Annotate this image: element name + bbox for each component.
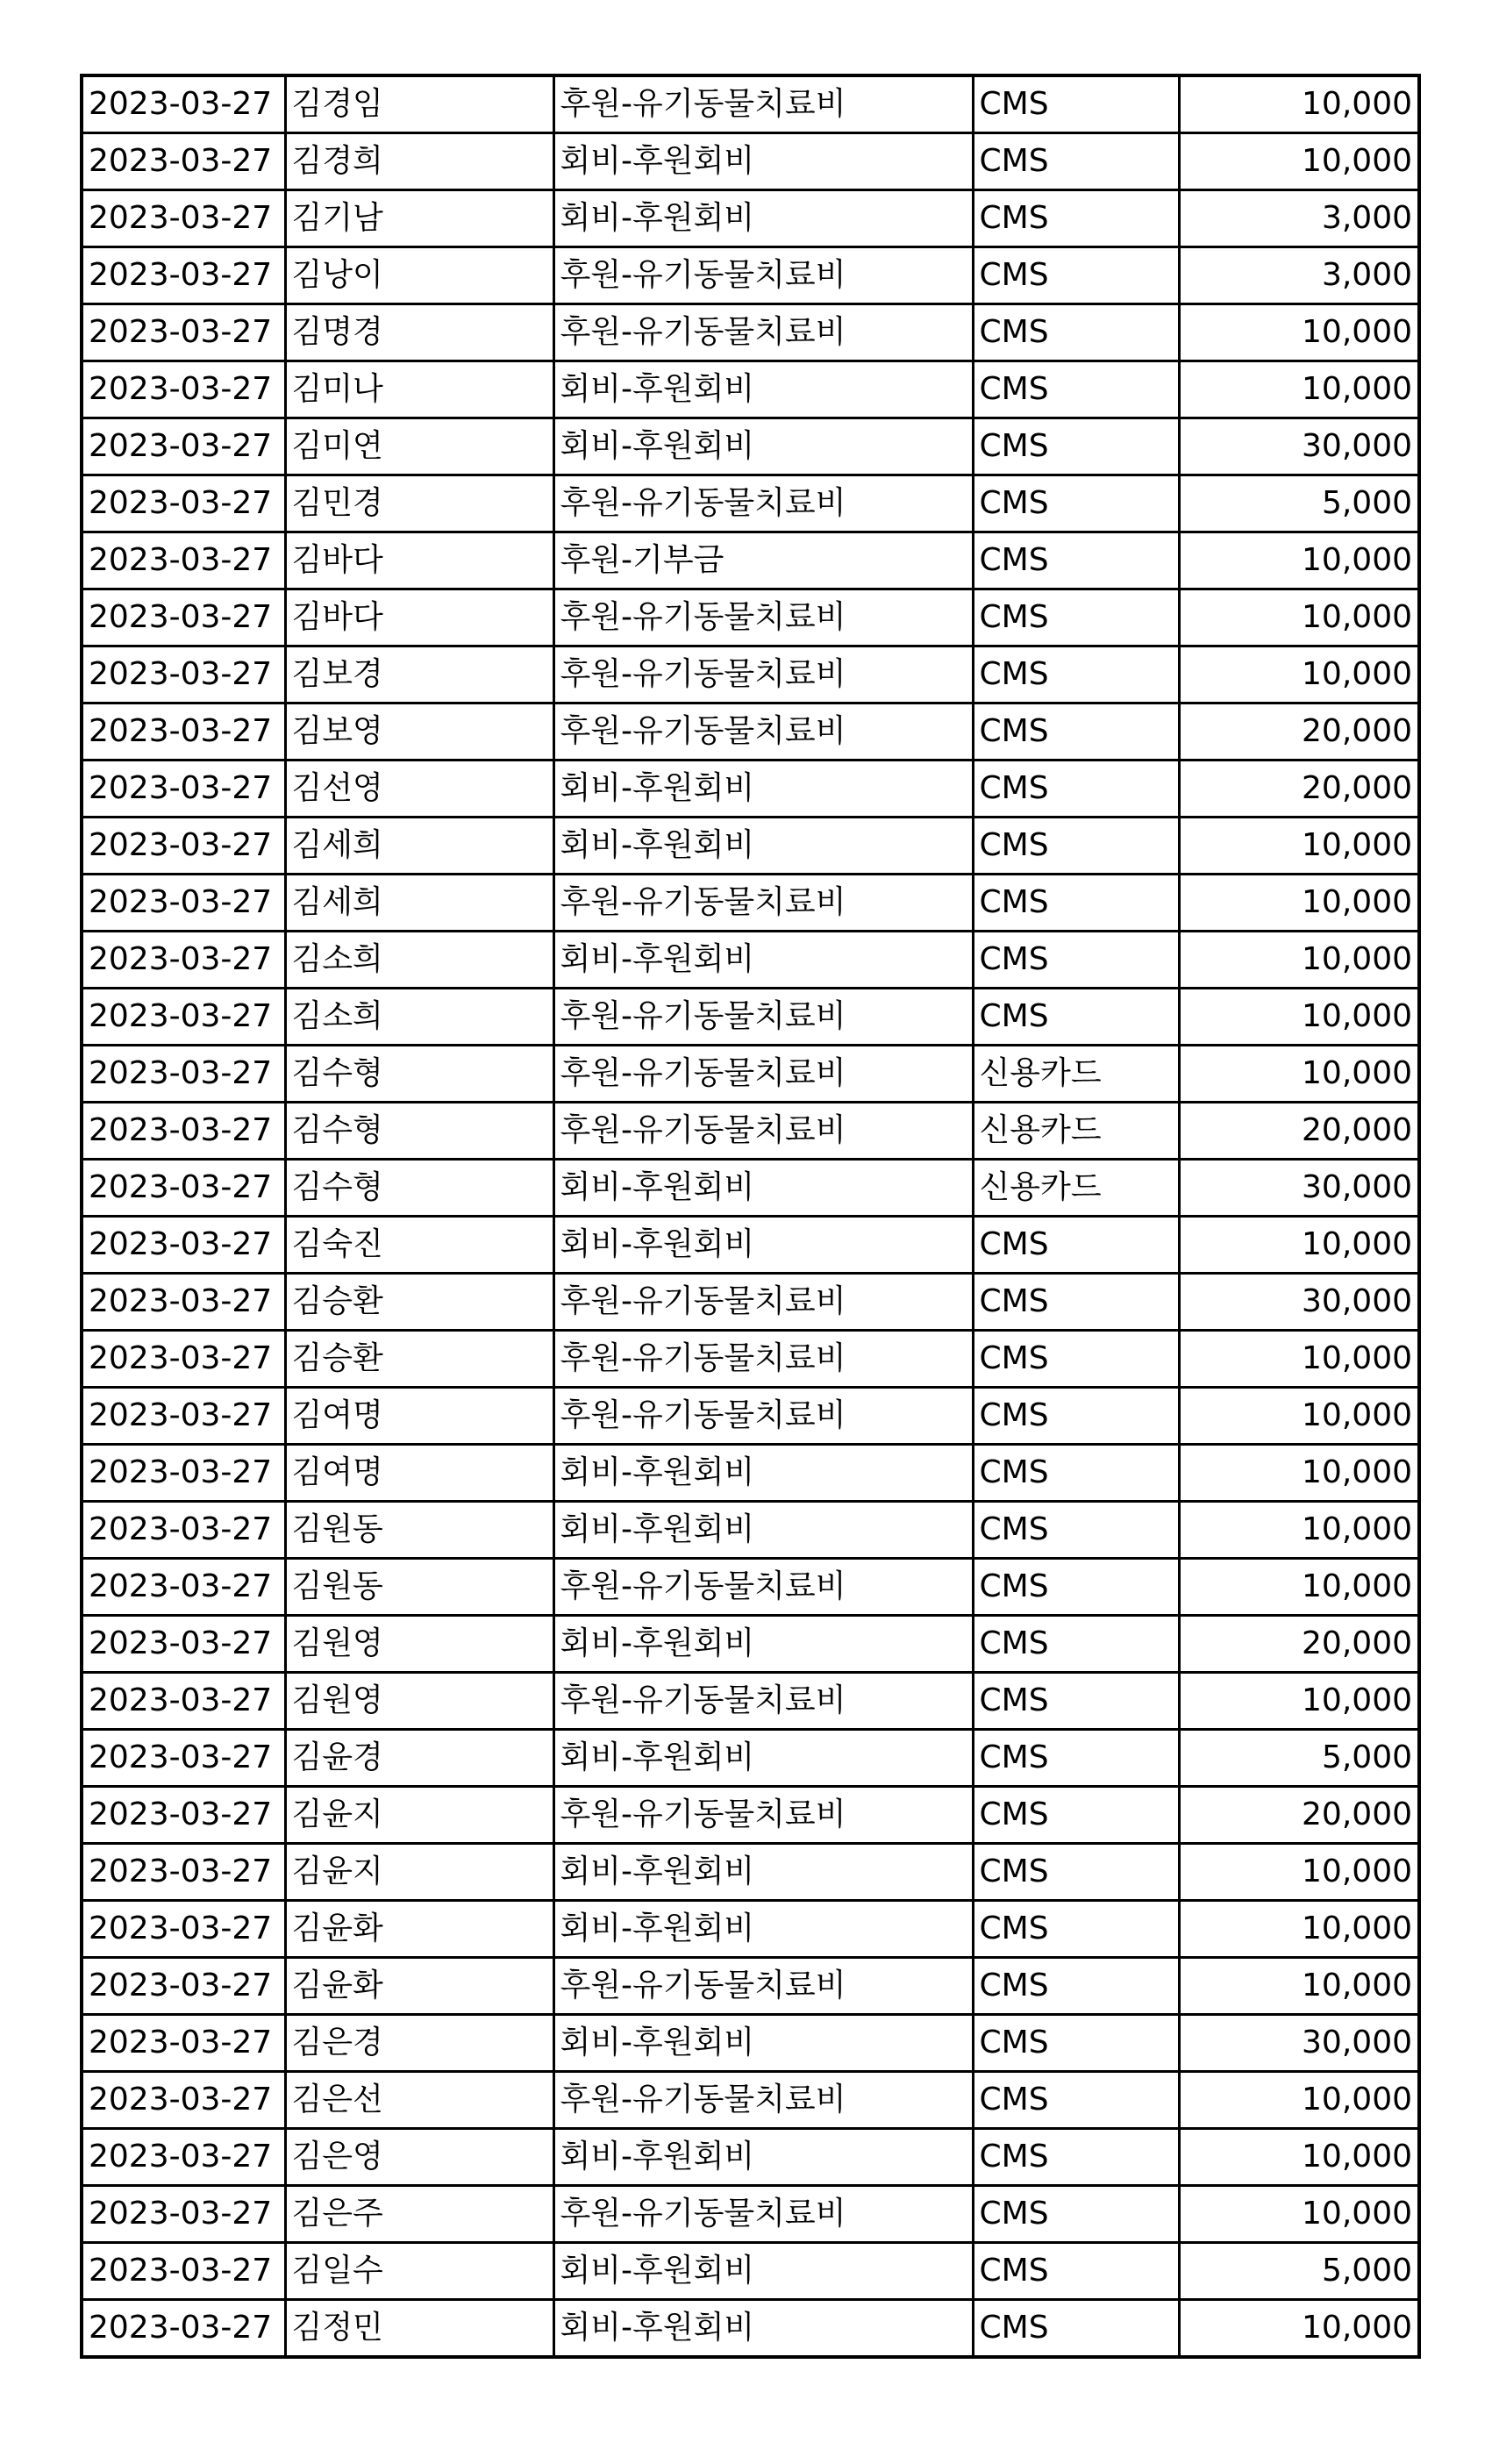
donor-name-cell: 김경희 bbox=[285, 133, 553, 190]
category-cell: 회비-후원회비 bbox=[553, 418, 973, 475]
donor-name-cell: 김원동 bbox=[285, 1502, 553, 1559]
date-cell: 2023-03-27 bbox=[82, 2186, 285, 2243]
category-cell: 회비-후원회비 bbox=[553, 932, 973, 989]
donor-name-cell: 김여명 bbox=[285, 1388, 553, 1445]
amount-cell: 10,000 bbox=[1179, 1388, 1419, 1445]
donor-name-cell: 김승환 bbox=[285, 1274, 553, 1331]
category-cell: 후원-유기동물치료비 bbox=[553, 589, 973, 646]
ledger-body bbox=[82, 75, 1419, 2357]
date-cell: 2023-03-27 bbox=[82, 1730, 285, 1787]
table-row bbox=[82, 1331, 1419, 1388]
amount-cell: 30,000 bbox=[1179, 1160, 1419, 1217]
amount-cell: 5,000 bbox=[1179, 1730, 1419, 1787]
table-row bbox=[82, 304, 1419, 361]
table-row bbox=[82, 589, 1419, 646]
date-cell: 2023-03-27 bbox=[82, 475, 285, 532]
date-cell: 2023-03-27 bbox=[82, 1274, 285, 1331]
category-cell: 후원-유기동물치료비 bbox=[553, 646, 973, 703]
payment-method-cell: CMS bbox=[973, 475, 1179, 532]
table-row bbox=[82, 1559, 1419, 1616]
payment-method-cell: CMS bbox=[973, 2300, 1179, 2358]
payment-method-cell: 신용카드 bbox=[973, 1046, 1179, 1103]
payment-method-cell: CMS bbox=[973, 418, 1179, 475]
table-row bbox=[82, 1673, 1419, 1730]
donor-name-cell: 김세희 bbox=[285, 818, 553, 875]
table-row bbox=[82, 932, 1419, 989]
category-cell: 후원-유기동물치료비 bbox=[553, 1331, 973, 1388]
table-row bbox=[82, 133, 1419, 190]
payment-method-cell: CMS bbox=[973, 989, 1179, 1046]
donor-name-cell: 김수형 bbox=[285, 1046, 553, 1103]
donor-name-cell: 김미연 bbox=[285, 418, 553, 475]
table-row bbox=[82, 532, 1419, 589]
payment-method-cell: CMS bbox=[973, 247, 1179, 304]
category-cell: 후원-유기동물치료비 bbox=[553, 989, 973, 1046]
category-cell: 후원-유기동물치료비 bbox=[553, 304, 973, 361]
date-cell: 2023-03-27 bbox=[82, 1901, 285, 1958]
amount-cell: 10,000 bbox=[1179, 75, 1419, 133]
donor-name-cell: 김원영 bbox=[285, 1673, 553, 1730]
payment-method-cell: CMS bbox=[973, 818, 1179, 875]
donor-name-cell: 김은주 bbox=[285, 2186, 553, 2243]
amount-cell: 10,000 bbox=[1179, 589, 1419, 646]
donor-name-cell: 김수형 bbox=[285, 1160, 553, 1217]
payment-method-cell: 신용카드 bbox=[973, 1160, 1179, 1217]
amount-cell: 10,000 bbox=[1179, 2300, 1419, 2358]
table-row bbox=[82, 2072, 1419, 2129]
amount-cell: 30,000 bbox=[1179, 2015, 1419, 2072]
amount-cell: 10,000 bbox=[1179, 2186, 1419, 2243]
date-cell: 2023-03-27 bbox=[82, 304, 285, 361]
table-row bbox=[82, 1160, 1419, 1217]
date-cell: 2023-03-27 bbox=[82, 1502, 285, 1559]
table-row bbox=[82, 475, 1419, 532]
donor-name-cell: 김윤경 bbox=[285, 1730, 553, 1787]
table-row bbox=[82, 1502, 1419, 1559]
table-row bbox=[82, 703, 1419, 761]
amount-cell: 5,000 bbox=[1179, 475, 1419, 532]
table-row bbox=[82, 1958, 1419, 2015]
amount-cell: 5,000 bbox=[1179, 2243, 1419, 2300]
donor-name-cell: 김원영 bbox=[285, 1616, 553, 1673]
date-cell: 2023-03-27 bbox=[82, 247, 285, 304]
table-row bbox=[82, 1787, 1419, 1844]
donor-name-cell: 김윤지 bbox=[285, 1844, 553, 1901]
amount-cell: 10,000 bbox=[1179, 133, 1419, 190]
donor-name-cell: 김소희 bbox=[285, 932, 553, 989]
payment-method-cell: CMS bbox=[973, 2072, 1179, 2129]
category-cell: 회비-후원회비 bbox=[553, 1901, 973, 1958]
table-row bbox=[82, 418, 1419, 475]
payment-method-cell: CMS bbox=[973, 1274, 1179, 1331]
category-cell: 회비-후원회비 bbox=[553, 190, 973, 247]
date-cell: 2023-03-27 bbox=[82, 532, 285, 589]
category-cell: 후원-유기동물치료비 bbox=[553, 1046, 973, 1103]
date-cell: 2023-03-27 bbox=[82, 1217, 285, 1274]
date-cell: 2023-03-27 bbox=[82, 1388, 285, 1445]
payment-method-cell: CMS bbox=[973, 646, 1179, 703]
category-cell: 회비-후원회비 bbox=[553, 1730, 973, 1787]
date-cell: 2023-03-27 bbox=[82, 1673, 285, 1730]
category-cell: 후원-유기동물치료비 bbox=[553, 75, 973, 133]
date-cell: 2023-03-27 bbox=[82, 875, 285, 932]
date-cell: 2023-03-27 bbox=[82, 703, 285, 761]
amount-cell: 10,000 bbox=[1179, 304, 1419, 361]
payment-method-cell: CMS bbox=[973, 1559, 1179, 1616]
payment-method-cell: CMS bbox=[973, 1331, 1179, 1388]
amount-cell: 10,000 bbox=[1179, 1331, 1419, 1388]
payment-method-cell: CMS bbox=[973, 1901, 1179, 1958]
donor-name-cell: 김세희 bbox=[285, 875, 553, 932]
table-row bbox=[82, 646, 1419, 703]
date-cell: 2023-03-27 bbox=[82, 2129, 285, 2186]
date-cell: 2023-03-27 bbox=[82, 2015, 285, 2072]
donor-name-cell: 김원동 bbox=[285, 1559, 553, 1616]
table-row bbox=[82, 2186, 1419, 2243]
donor-name-cell: 김소희 bbox=[285, 989, 553, 1046]
payment-method-cell: CMS bbox=[973, 190, 1179, 247]
donor-name-cell: 김보영 bbox=[285, 703, 553, 761]
payment-method-cell: CMS bbox=[973, 1730, 1179, 1787]
amount-cell: 10,000 bbox=[1179, 989, 1419, 1046]
category-cell: 회비-후원회비 bbox=[553, 2243, 973, 2300]
donor-name-cell: 김은영 bbox=[285, 2129, 553, 2186]
date-cell: 2023-03-27 bbox=[82, 1331, 285, 1388]
donor-name-cell: 김윤화 bbox=[285, 1901, 553, 1958]
date-cell: 2023-03-27 bbox=[82, 932, 285, 989]
payment-method-cell: 신용카드 bbox=[973, 1103, 1179, 1160]
payment-method-cell: CMS bbox=[973, 1502, 1179, 1559]
amount-cell: 10,000 bbox=[1179, 646, 1419, 703]
table-row bbox=[82, 1616, 1419, 1673]
payment-method-cell: CMS bbox=[973, 2015, 1179, 2072]
date-cell: 2023-03-27 bbox=[82, 989, 285, 1046]
table-row bbox=[82, 2243, 1419, 2300]
donor-name-cell: 김숙진 bbox=[285, 1217, 553, 1274]
donor-name-cell: 김은선 bbox=[285, 2072, 553, 2129]
payment-method-cell: CMS bbox=[973, 875, 1179, 932]
amount-cell: 10,000 bbox=[1179, 1559, 1419, 1616]
category-cell: 회비-후원회비 bbox=[553, 361, 973, 418]
date-cell: 2023-03-27 bbox=[82, 418, 285, 475]
amount-cell: 10,000 bbox=[1179, 2129, 1419, 2186]
donor-name-cell: 김바다 bbox=[285, 532, 553, 589]
payment-method-cell: CMS bbox=[973, 532, 1179, 589]
category-cell: 후원-유기동물치료비 bbox=[553, 247, 973, 304]
table-row bbox=[82, 1901, 1419, 1958]
amount-cell: 10,000 bbox=[1179, 1046, 1419, 1103]
category-cell: 후원-유기동물치료비 bbox=[553, 875, 973, 932]
category-cell: 회비-후원회비 bbox=[553, 1445, 973, 1502]
date-cell: 2023-03-27 bbox=[82, 1046, 285, 1103]
date-cell: 2023-03-27 bbox=[82, 361, 285, 418]
payment-method-cell: CMS bbox=[973, 932, 1179, 989]
table-row bbox=[82, 1103, 1419, 1160]
table-row bbox=[82, 1730, 1419, 1787]
category-cell: 회비-후원회비 bbox=[553, 2015, 973, 2072]
category-cell: 회비-후원회비 bbox=[553, 761, 973, 818]
table-row bbox=[82, 2129, 1419, 2186]
amount-cell: 20,000 bbox=[1179, 1787, 1419, 1844]
donor-name-cell: 김미나 bbox=[285, 361, 553, 418]
category-cell: 후원-유기동물치료비 bbox=[553, 2186, 973, 2243]
date-cell: 2023-03-27 bbox=[82, 2072, 285, 2129]
amount-cell: 30,000 bbox=[1179, 1274, 1419, 1331]
table-row bbox=[82, 190, 1419, 247]
amount-cell: 10,000 bbox=[1179, 1445, 1419, 1502]
date-cell: 2023-03-27 bbox=[82, 589, 285, 646]
category-cell: 후원-유기동물치료비 bbox=[553, 1559, 973, 1616]
donor-name-cell: 김기남 bbox=[285, 190, 553, 247]
date-cell: 2023-03-27 bbox=[82, 133, 285, 190]
amount-cell: 10,000 bbox=[1179, 532, 1419, 589]
amount-cell: 10,000 bbox=[1179, 1502, 1419, 1559]
donor-name-cell: 김정민 bbox=[285, 2300, 553, 2358]
date-cell: 2023-03-27 bbox=[82, 1787, 285, 1844]
donor-name-cell: 김수형 bbox=[285, 1103, 553, 1160]
donor-name-cell: 김민경 bbox=[285, 475, 553, 532]
date-cell: 2023-03-27 bbox=[82, 646, 285, 703]
category-cell: 회비-후원회비 bbox=[553, 133, 973, 190]
donor-name-cell: 김명경 bbox=[285, 304, 553, 361]
amount-cell: 3,000 bbox=[1179, 190, 1419, 247]
category-cell: 후원-유기동물치료비 bbox=[553, 1787, 973, 1844]
category-cell: 후원-유기동물치료비 bbox=[553, 703, 973, 761]
payment-method-cell: CMS bbox=[973, 703, 1179, 761]
payment-method-cell: CMS bbox=[973, 2243, 1179, 2300]
category-cell: 회비-후원회비 bbox=[553, 1844, 973, 1901]
table-row bbox=[82, 1844, 1419, 1901]
table-row bbox=[82, 1217, 1419, 1274]
payment-method-cell: CMS bbox=[973, 2186, 1179, 2243]
category-cell: 회비-후원회비 bbox=[553, 2129, 973, 2186]
amount-cell: 10,000 bbox=[1179, 1217, 1419, 1274]
payment-method-cell: CMS bbox=[973, 304, 1179, 361]
date-cell: 2023-03-27 bbox=[82, 1445, 285, 1502]
amount-cell: 10,000 bbox=[1179, 875, 1419, 932]
category-cell: 회비-후원회비 bbox=[553, 1502, 973, 1559]
donor-name-cell: 김보경 bbox=[285, 646, 553, 703]
amount-cell: 10,000 bbox=[1179, 1673, 1419, 1730]
table-row bbox=[82, 1445, 1419, 1502]
payment-method-cell: CMS bbox=[973, 2129, 1179, 2186]
amount-cell: 10,000 bbox=[1179, 1844, 1419, 1901]
date-cell: 2023-03-27 bbox=[82, 1103, 285, 1160]
table-row bbox=[82, 1388, 1419, 1445]
amount-cell: 20,000 bbox=[1179, 703, 1419, 761]
payment-method-cell: CMS bbox=[973, 761, 1179, 818]
payment-method-cell: CMS bbox=[973, 1844, 1179, 1901]
category-cell: 후원-유기동물치료비 bbox=[553, 1103, 973, 1160]
amount-cell: 10,000 bbox=[1179, 818, 1419, 875]
payment-method-cell: CMS bbox=[973, 1388, 1179, 1445]
table-row bbox=[82, 247, 1419, 304]
amount-cell: 20,000 bbox=[1179, 761, 1419, 818]
table-row bbox=[82, 1046, 1419, 1103]
category-cell: 회비-후원회비 bbox=[553, 818, 973, 875]
amount-cell: 10,000 bbox=[1179, 2072, 1419, 2129]
donor-name-cell: 김낭이 bbox=[285, 247, 553, 304]
donor-name-cell: 김윤지 bbox=[285, 1787, 553, 1844]
category-cell: 회비-후원회비 bbox=[553, 1616, 973, 1673]
category-cell: 회비-후원회비 bbox=[553, 1217, 973, 1274]
payment-method-cell: CMS bbox=[973, 133, 1179, 190]
amount-cell: 10,000 bbox=[1179, 1958, 1419, 2015]
amount-cell: 10,000 bbox=[1179, 1901, 1419, 1958]
donor-name-cell: 김바다 bbox=[285, 589, 553, 646]
table-row bbox=[82, 361, 1419, 418]
category-cell: 회비-후원회비 bbox=[553, 2300, 973, 2358]
table-row bbox=[82, 75, 1419, 133]
category-cell: 후원-기부금 bbox=[553, 532, 973, 589]
date-cell: 2023-03-27 bbox=[82, 1616, 285, 1673]
date-cell: 2023-03-27 bbox=[82, 1958, 285, 2015]
date-cell: 2023-03-27 bbox=[82, 818, 285, 875]
date-cell: 2023-03-27 bbox=[82, 761, 285, 818]
category-cell: 후원-유기동물치료비 bbox=[553, 1673, 973, 1730]
table-row bbox=[82, 2015, 1419, 2072]
payment-method-cell: CMS bbox=[973, 1673, 1179, 1730]
table-row bbox=[82, 2300, 1419, 2358]
date-cell: 2023-03-27 bbox=[82, 2243, 285, 2300]
table-row bbox=[82, 989, 1419, 1046]
amount-cell: 30,000 bbox=[1179, 418, 1419, 475]
donor-name-cell: 김승환 bbox=[285, 1331, 553, 1388]
payment-method-cell: CMS bbox=[973, 1787, 1179, 1844]
category-cell: 회비-후원회비 bbox=[553, 1160, 973, 1217]
payment-method-cell: CMS bbox=[973, 361, 1179, 418]
category-cell: 후원-유기동물치료비 bbox=[553, 1388, 973, 1445]
payment-method-cell: CMS bbox=[973, 1958, 1179, 2015]
payment-method-cell: CMS bbox=[973, 589, 1179, 646]
donor-name-cell: 김선영 bbox=[285, 761, 553, 818]
date-cell: 2023-03-27 bbox=[82, 1844, 285, 1901]
date-cell: 2023-03-27 bbox=[82, 1160, 285, 1217]
amount-cell: 3,000 bbox=[1179, 247, 1419, 304]
table-row bbox=[82, 761, 1419, 818]
amount-cell: 20,000 bbox=[1179, 1103, 1419, 1160]
category-cell: 후원-유기동물치료비 bbox=[553, 1274, 973, 1331]
category-cell: 후원-유기동물치료비 bbox=[553, 1958, 973, 2015]
amount-cell: 20,000 bbox=[1179, 1616, 1419, 1673]
table-row bbox=[82, 875, 1419, 932]
donation-ledger-table bbox=[80, 74, 1421, 2359]
payment-method-cell: CMS bbox=[973, 1445, 1179, 1502]
donor-name-cell: 김은경 bbox=[285, 2015, 553, 2072]
donor-name-cell: 김여명 bbox=[285, 1445, 553, 1502]
date-cell: 2023-03-27 bbox=[82, 2300, 285, 2358]
donor-name-cell: 김일수 bbox=[285, 2243, 553, 2300]
date-cell: 2023-03-27 bbox=[82, 1559, 285, 1616]
category-cell: 후원-유기동물치료비 bbox=[553, 475, 973, 532]
payment-method-cell: CMS bbox=[973, 1616, 1179, 1673]
date-cell: 2023-03-27 bbox=[82, 190, 285, 247]
donor-name-cell: 김경임 bbox=[285, 75, 553, 133]
donor-name-cell: 김윤화 bbox=[285, 1958, 553, 2015]
amount-cell: 10,000 bbox=[1179, 361, 1419, 418]
date-cell: 2023-03-27 bbox=[82, 75, 285, 133]
table-row bbox=[82, 818, 1419, 875]
table-row bbox=[82, 1274, 1419, 1331]
category-cell: 후원-유기동물치료비 bbox=[553, 2072, 973, 2129]
amount-cell: 10,000 bbox=[1179, 932, 1419, 989]
payment-method-cell: CMS bbox=[973, 75, 1179, 133]
payment-method-cell: CMS bbox=[973, 1217, 1179, 1274]
